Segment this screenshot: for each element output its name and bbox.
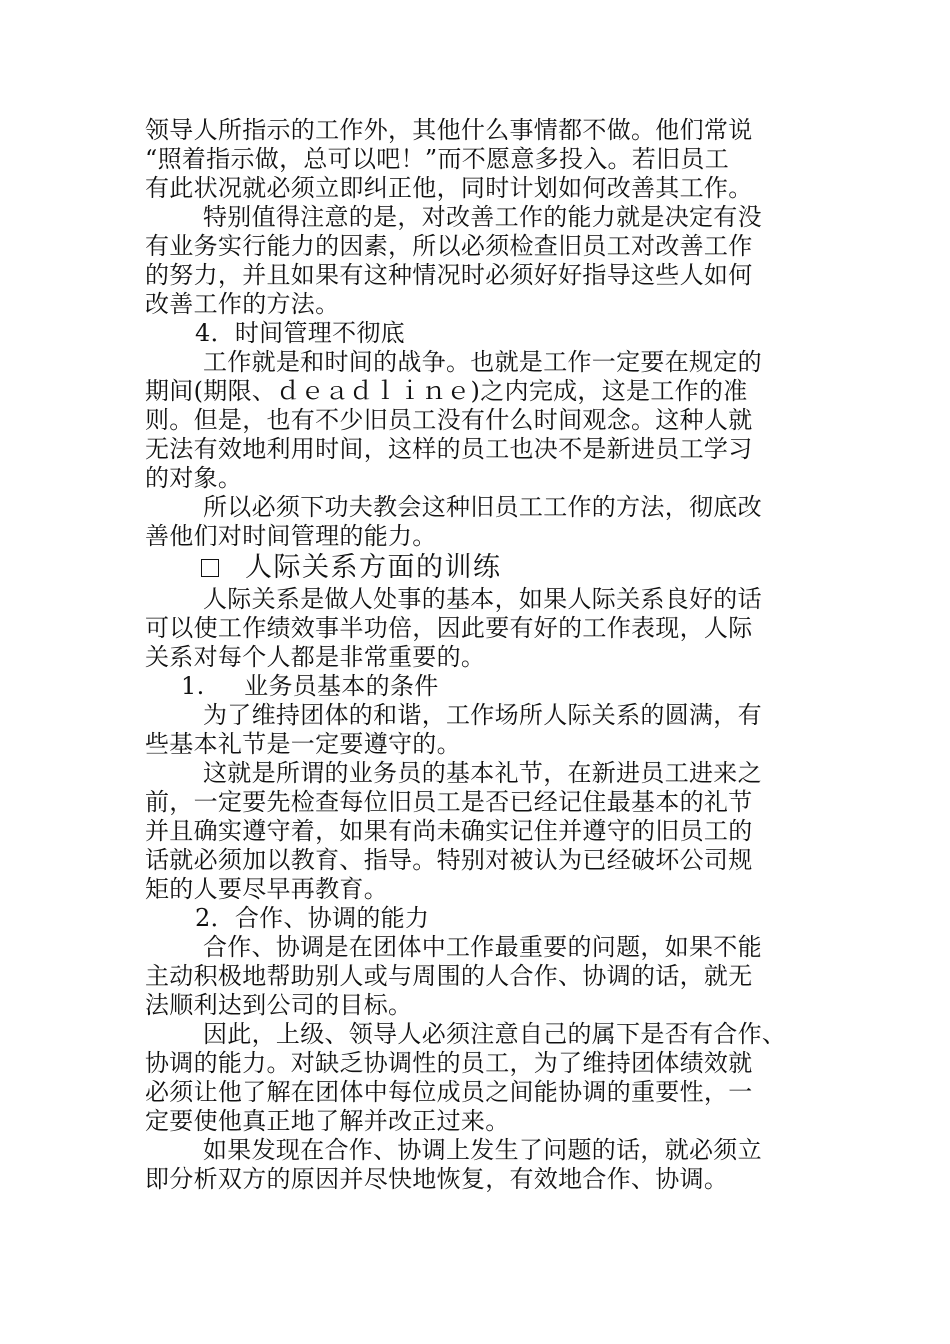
- body-line: 关系对每个人都是非常重要的。: [145, 643, 486, 671]
- body-line: 协调的能力。对缺乏协调性的员工，为了维持团体绩效就: [145, 1049, 753, 1077]
- body-line: 定要使他真正地了解并改正过来。: [145, 1107, 510, 1135]
- paragraph-start-line: 人际关系是做人处事的基本，如果人际关系良好的话: [203, 585, 762, 613]
- paragraph-start-line: 如果发现在合作、协调上发生了问题的话，就必须立: [203, 1136, 762, 1164]
- body-line: 即分析双方的原因并尽快地恢复，有效地合作、协调。: [145, 1165, 729, 1193]
- body-line: 领导人所指示的工作外，其他什么事情都不做。他们常说: [145, 116, 753, 144]
- body-line: 并且确实遵守着，如果有尚未确实记住并遵守的旧员工的: [145, 817, 753, 845]
- body-line: “照着指示做，总可以吧！”而不愿意多投入。若旧员工: [145, 145, 730, 173]
- body-line: 主动积极地帮助别人或与周围的人合作、协调的话，就无: [145, 962, 753, 990]
- body-line: 必须让他了解在团体中每位成员之间能协调的重要性，一: [145, 1078, 753, 1106]
- subheading-basic-conditions: 1. 业务员基本的条件: [181, 672, 439, 700]
- square-outline-icon: [201, 559, 219, 577]
- body-line: 有业务实行能力的因素，所以必须检查旧员工对改善工作: [145, 232, 753, 260]
- paragraph-start-line: 因此，上级、领导人必须注意自己的属下是否有合作、: [203, 1020, 787, 1048]
- body-line: 有此状况就必须立即纠正他，同时计划如何改善其工作。: [145, 174, 753, 202]
- paragraph-start-line: 工作就是和时间的战争。也就是工作一定要在规定的: [203, 348, 762, 376]
- body-line: 则。但是，也有不少旧员工没有什么时间观念。这种人就: [145, 406, 753, 434]
- paragraph-start-line: 特别值得注意的是，对改善工作的能力就是决定有没: [203, 203, 762, 231]
- subheading-time-management: 4．时间管理不彻底: [195, 319, 405, 347]
- body-line: 的努力，并且如果有这种情况时必须好好指导这些人如何: [145, 261, 753, 289]
- subheading-cooperation: 2．合作、协调的能力: [195, 904, 430, 932]
- body-line: 的对象。: [145, 464, 243, 492]
- document-page: [145, 116, 810, 1194]
- body-line: 法顺利达到公司的目标。: [145, 991, 413, 1019]
- body-line: 话就必须加以教育、指导。特别对被认为已经破坏公司规: [145, 846, 753, 874]
- section-heading-interpersonal: [145, 551, 810, 585]
- body-line: 善他们对时间管理的能力。: [145, 522, 437, 550]
- paragraph-start-line: 这就是所谓的业务员的基本礼节，在新进员工进来之: [203, 759, 762, 787]
- paragraph-start-line: 所以必须下功夫教会这种旧员工工作的方法，彻底改: [203, 493, 762, 521]
- section-heading-text: 人际关系方面的训练: [245, 552, 502, 583]
- body-line: 矩的人要尽早再教育。: [145, 875, 388, 903]
- body-line: 些基本礼节是一定要遵守的。: [145, 730, 461, 758]
- body-line: 前，一定要先检查每位旧员工是否已经记住最基本的礼节: [145, 788, 753, 816]
- paragraph-start-line: 合作、协调是在团体中工作最重要的问题，如果不能: [203, 933, 762, 961]
- body-line: 无法有效地利用时间，这样的员工也决不是新进员工学习: [145, 435, 753, 463]
- body-line: 期间(期限、ｄｅａｄｌｉｎｅ)之内完成，这是工作的准: [145, 377, 748, 405]
- body-line: 改善工作的方法。: [145, 290, 340, 318]
- body-line: 可以使工作绩效事半功倍，因此要有好的工作表现，人际: [145, 614, 753, 642]
- paragraph-start-line: 为了维持团体的和谐，工作场所人际关系的圆满，有: [203, 701, 762, 729]
